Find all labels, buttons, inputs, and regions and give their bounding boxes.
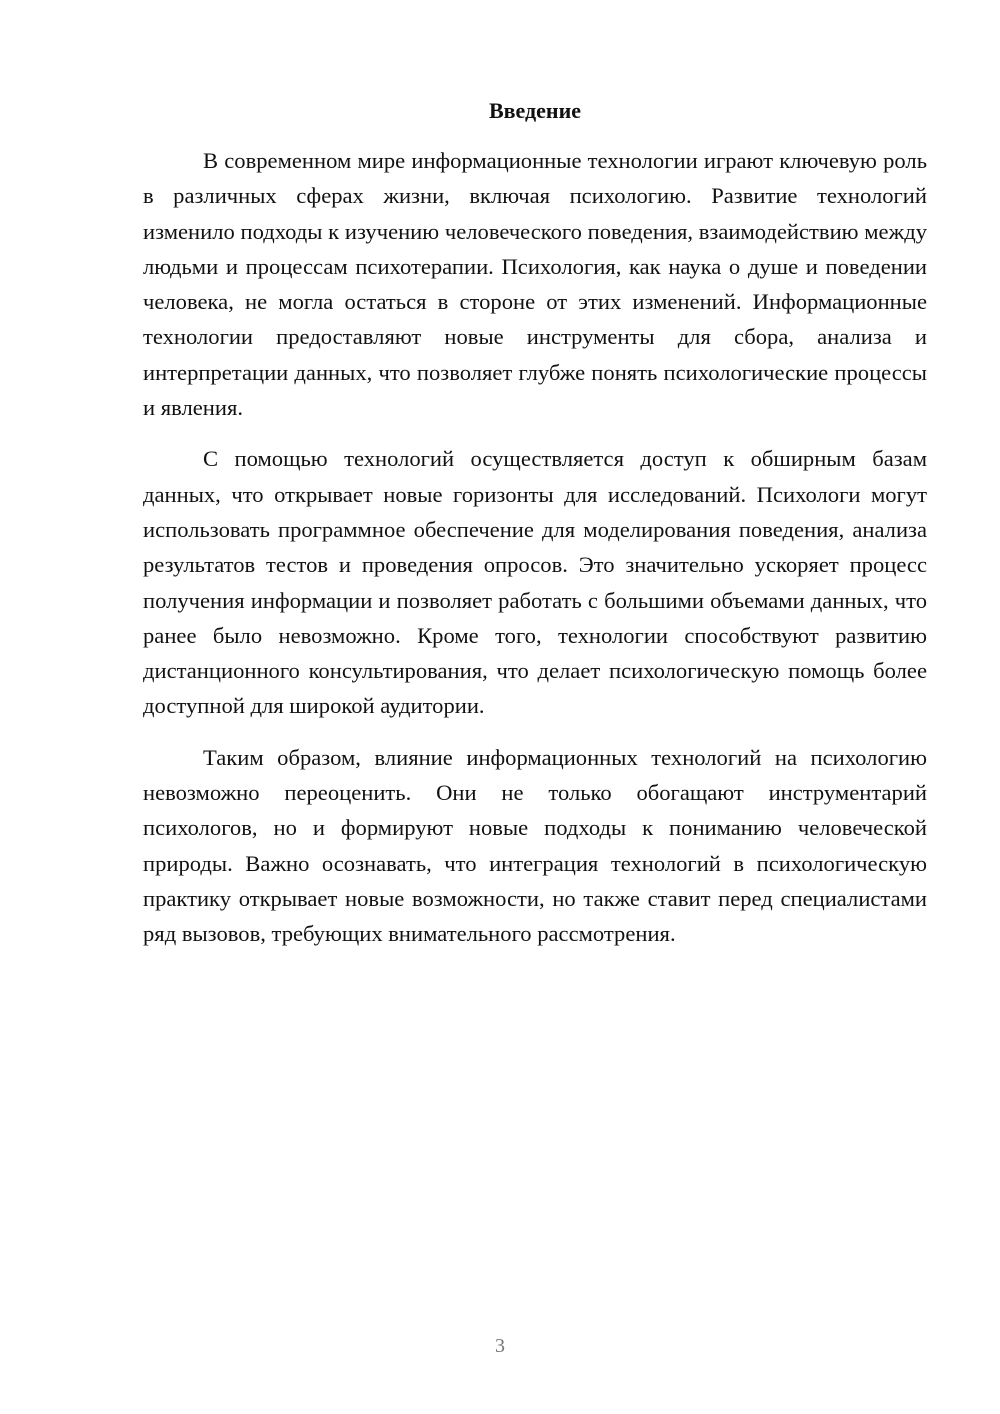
section-heading: Введение (488, 98, 582, 123)
paragraph-1: В современном мире информационные технологии играют ключевую роль в различных сферах жизни, включая психологию. Развитие технологий изменило подходы к изучению человеческого поведения, взаимодействию между людьми и процессам психотерапии. Психология, как наука о душе и поведении человека, не могла остаться в стороне от этих изменений. Информационные технологии предоставляют новые инструменты для сбора, анализа и интерпретации данных, что позволяет глубже понять психологические процессы и явления. (143, 148, 927, 421)
paragraph-3: Таким образом, влияние информационных технологий на психологию невозможно переоценить. Они не только обогащают инструментарий психологов, но и формируют новые подходы к пониманию человеческой природы. Важно осознавать, что интеграция технологий в психологическую практику открывает новые возможности, но также ставит перед специалистами ряд вызовов, требующих внимательного рассмотрения. (143, 744, 927, 947)
body-text (143, 143, 927, 968)
paragraph-2: С помощью технологий осуществляется доступ к обширным базам данных, что открывает новые горизонты для исследований. Психологи могут использовать программное обеспечение для моделирования поведения, анализа результатов тестов и проведения опросов. Это значительно ускоряет процесс получения информации и позволяет работать с большими объемами данных, что ранее было невозможно. Кроме того, технологии способствуют развитию дистанционного консультирования, что делает психологическую помощь более доступной для широкой аудитории. (143, 446, 927, 719)
page-number: 3 (495, 1335, 505, 1357)
